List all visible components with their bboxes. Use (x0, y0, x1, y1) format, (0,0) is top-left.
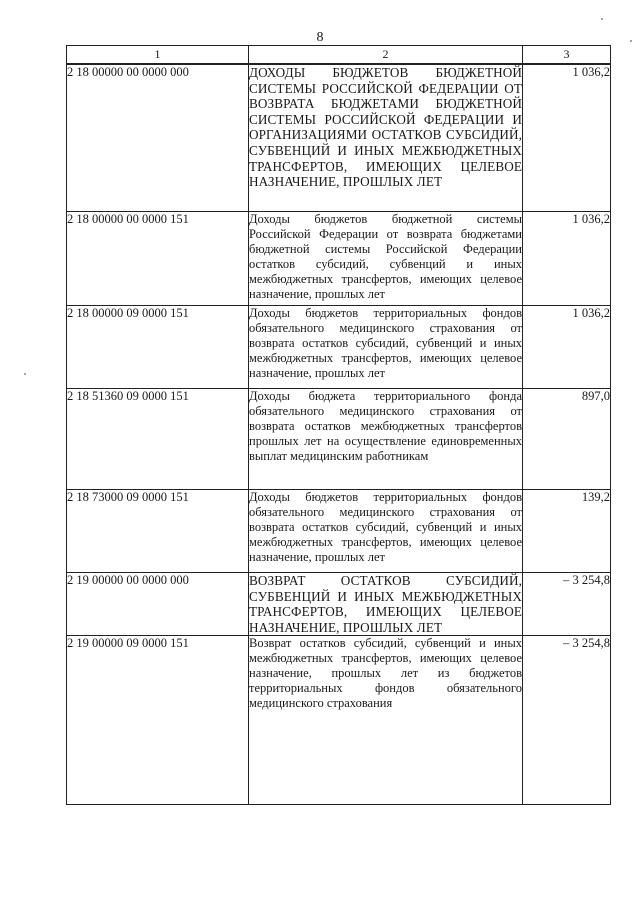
scan-speck (601, 18, 603, 20)
budget-amount: 1 036,2 (523, 306, 611, 389)
budget-amount: – 3 254,8 (523, 573, 611, 636)
budget-description: Доходы бюджетов территориальных фондов обязательного медицинского страхования от возврата остатков субсидий, субвенций и иных межбюджетных трансфертов, имеющих целевое назначение, прошлых лет (249, 490, 522, 564)
page-number: 8 (316, 30, 324, 45)
table-header (67, 46, 611, 65)
budget-amount: 897,0 (523, 389, 611, 490)
table-row (67, 389, 611, 490)
table-row (67, 212, 611, 306)
budget-description: ДОХОДЫ БЮДЖЕТОВ БЮДЖЕТНОЙ СИСТЕМЫ РОССИЙСКОЙ ФЕДЕРАЦИИ ОТ ВОЗВРАТА БЮДЖЕТАМИ БЮДЖЕТНОЙ СИСТЕМЫ РОССИЙСКОЙ ФЕДЕРАЦИИ И ОРГАНИЗАЦИЯМИ ОСТАТКОВ СУБСИДИЙ, СУБВЕНЦИЙ И ИНЫХ МЕЖБЮДЖЕТНЫХ ТРАНСФЕРТОВ, ИМЕЮЩИХ ЦЕЛЕВОЕ НАЗНАЧЕНИЕ, ПРОШЛЫХ ЛЕТ (249, 65, 522, 190)
budget-code: 2 18 00000 09 0000 151 (67, 306, 249, 389)
budget-description: Возврат остатков субсидий, субвенций и иных межбюджетных трансфертов, имеющих целевое назначение, прошлых лет из бюджетов территориальных фондов обязательного медицинского страхования (249, 636, 522, 711)
budget-amount: 1 036,2 (523, 212, 611, 306)
scan-speck (24, 373, 26, 375)
scan-speck (630, 40, 632, 42)
budget-table (66, 45, 611, 805)
budget-description: ВОЗВРАТ ОСТАТКОВ СУБСИДИЙ, СУБВЕНЦИЙ И ИНЫХ МЕЖБЮДЖЕТНЫХ ТРАНСФЕРТОВ, ИМЕЮЩИХ ЦЕЛЕВОЕ НАЗНАЧЕНИЕ, ПРОШЛЫХ ЛЕТ (249, 573, 522, 635)
budget-description: Доходы бюджетов бюджетной системы Российской Федерации от возврата бюджетами бюджетной системы Российской Федерации остатков субсидий, субвенций и иных межбюджетных трансфертов, имеющих целевое назначение, прошлых лет (249, 212, 522, 301)
budget-code: 2 18 00000 00 0000 151 (67, 212, 249, 306)
budget-code: 2 19 00000 00 0000 000 (67, 573, 249, 636)
table-row (67, 490, 611, 573)
budget-code: 2 19 00000 09 0000 151 (67, 636, 249, 805)
table-row (67, 573, 611, 636)
budget-amount: 1 036,2 (523, 64, 611, 212)
budget-code: 2 18 51360 09 0000 151 (67, 389, 249, 490)
table-row (67, 306, 611, 389)
budget-description: Доходы бюджета территориального фонда обязательного медицинского страхования от возврата остатков межбюджетных трансфертов прошлых лет на осуществление единовременных выплат медицинским работникам (249, 389, 522, 463)
table-row (67, 64, 611, 212)
column-header-amount: 3 (523, 46, 611, 65)
budget-code: 2 18 73000 09 0000 151 (67, 490, 249, 573)
budget-description: Доходы бюджетов территориальных фондов обязательного медицинского страхования от возврата остатков субсидий, субвенций и иных межбюджетных трансфертов, имеющих целевое назначение, прошлых лет (249, 306, 522, 380)
budget-code: 2 18 00000 00 0000 000 (67, 64, 249, 212)
column-header-code: 1 (67, 46, 249, 65)
budget-amount: – 3 254,8 (523, 636, 611, 805)
column-header-description: 2 (249, 46, 523, 65)
budget-amount: 139,2 (523, 490, 611, 573)
table-row (67, 636, 611, 805)
